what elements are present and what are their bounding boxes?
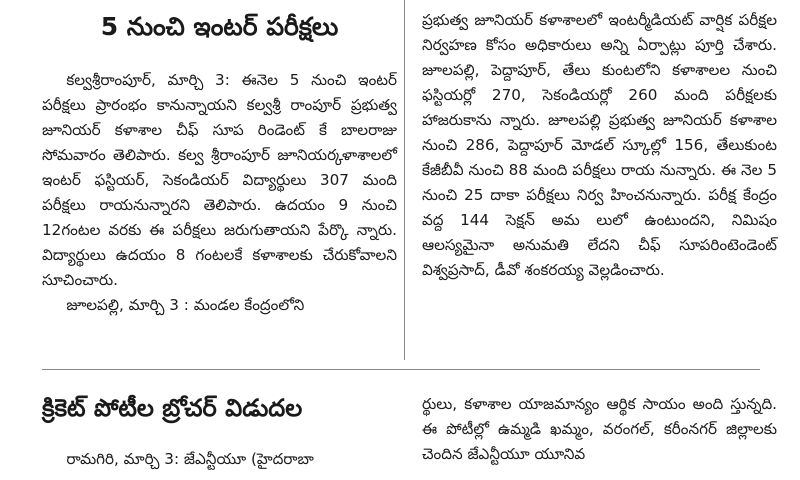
column-divider <box>404 0 405 360</box>
article-two-headline: క్రికెట్ పోటీల బ్రోచర్ విడుదల <box>42 394 303 422</box>
article-one-left-column <box>42 0 397 318</box>
article-one-right-column <box>422 0 777 283</box>
article-one-paragraph-3: ప్రభుత్వ జూనియర్ కళాశాలలో ఇంటర్మీడియట్ వార్షిక పరీక్షల నిర్వహణ కోసం అధికారులు అన్ని ఏర్పాట్లు పూర్తి చేశారు. జూలపల్లి, పెద్దాపూర్, తేలు కుంటలోని కళాశాలల నుంచి ఫస్టియర్లో 270, సెకండియర్లో 260 మంది పరీక్షలకు హాజరుకాను న్నారు. జూలపల్లి ప్రభుత్వ జూనియర్ కళాశాల నుంచి 286, పెద్దాపూర్ మోడల్ స్కూల్లో 156, తేలుకుంట కేజీబీవీ నుంచి 88 మంది పరీక్షలు రాయ నున్నారు. ఈ నెల 5 నుంచి 25 దాకా పరీక్షలు నిర్వ హించనున్నారు. పరీక్ష కేంద్రం వద్ద 144 సెక్షన్ అమ లులో ఉంటుందని, నిమిషం ఆలస్యమైనా అనుమతి లేదని చీఫ్ సూపరింటెండెంట్ విశ్వప్రసాద్, డీవో శంకరయ్య వెల్లడించారు. <box>422 11 777 279</box>
article-two-right-column <box>422 393 777 467</box>
article-two-paragraph-2: ర్థులు, కళాశాల యాజమాన్యం ఆర్థిక సాయం అంది స్తున్నది. ఈ పోటీల్లో ఉమ్మడి ఖమ్మం, వరంగల్, కరీంనగర్ జిల్లాలకు చెందిన జేఎన్టీయూ యూనివ <box>422 395 777 463</box>
article-one-headline: 5 నుంచి ఇంటర్ పరీక్షలు <box>100 12 339 41</box>
article-two-paragraph-1: రామగిరి, మార్చి 3: జేఎన్టీయూ (హైదరాబా <box>66 450 314 468</box>
article-one-paragraph-1: కల్వశ్రీరాంపూర్, మార్చి 3: ఈనెల 5 నుంచి ఇంటర్ పరీక్షలు ప్రారంభం కానున్నాయని కల్వశ్రీ రాంపూర్ ప్రభుత్వ జూనియర్ కళాశాల చీఫ్ సూప రిండెంట్ కే బాలరాజు సోమవారం తెలిపారు. కల్వ శ్రీరాంపూర్ జూనియర్కళాశాలలో ఇంటర్ ఫస్టియర్, సెకండియర్ విద్యార్థులు 307 మంది పరీక్షలు రాయనున్నారని తెలిపారు. ఉదయం 9 నుంచి 12గంటల వరకు ఈ పరీక్షలు జరుగుతాయని పేర్కొ న్నారు. విద్యార్థులు ఉదయం 8 గంటలకే కళాశాలకు చేరుకోవాలని సూచించారు. <box>42 71 397 289</box>
article-two-left-column <box>42 393 397 472</box>
section-divider <box>42 369 760 370</box>
article-one-paragraph-2: జూలపల్లి, మార్చి 3 : మండల కేంద్రంలోని <box>66 296 305 314</box>
